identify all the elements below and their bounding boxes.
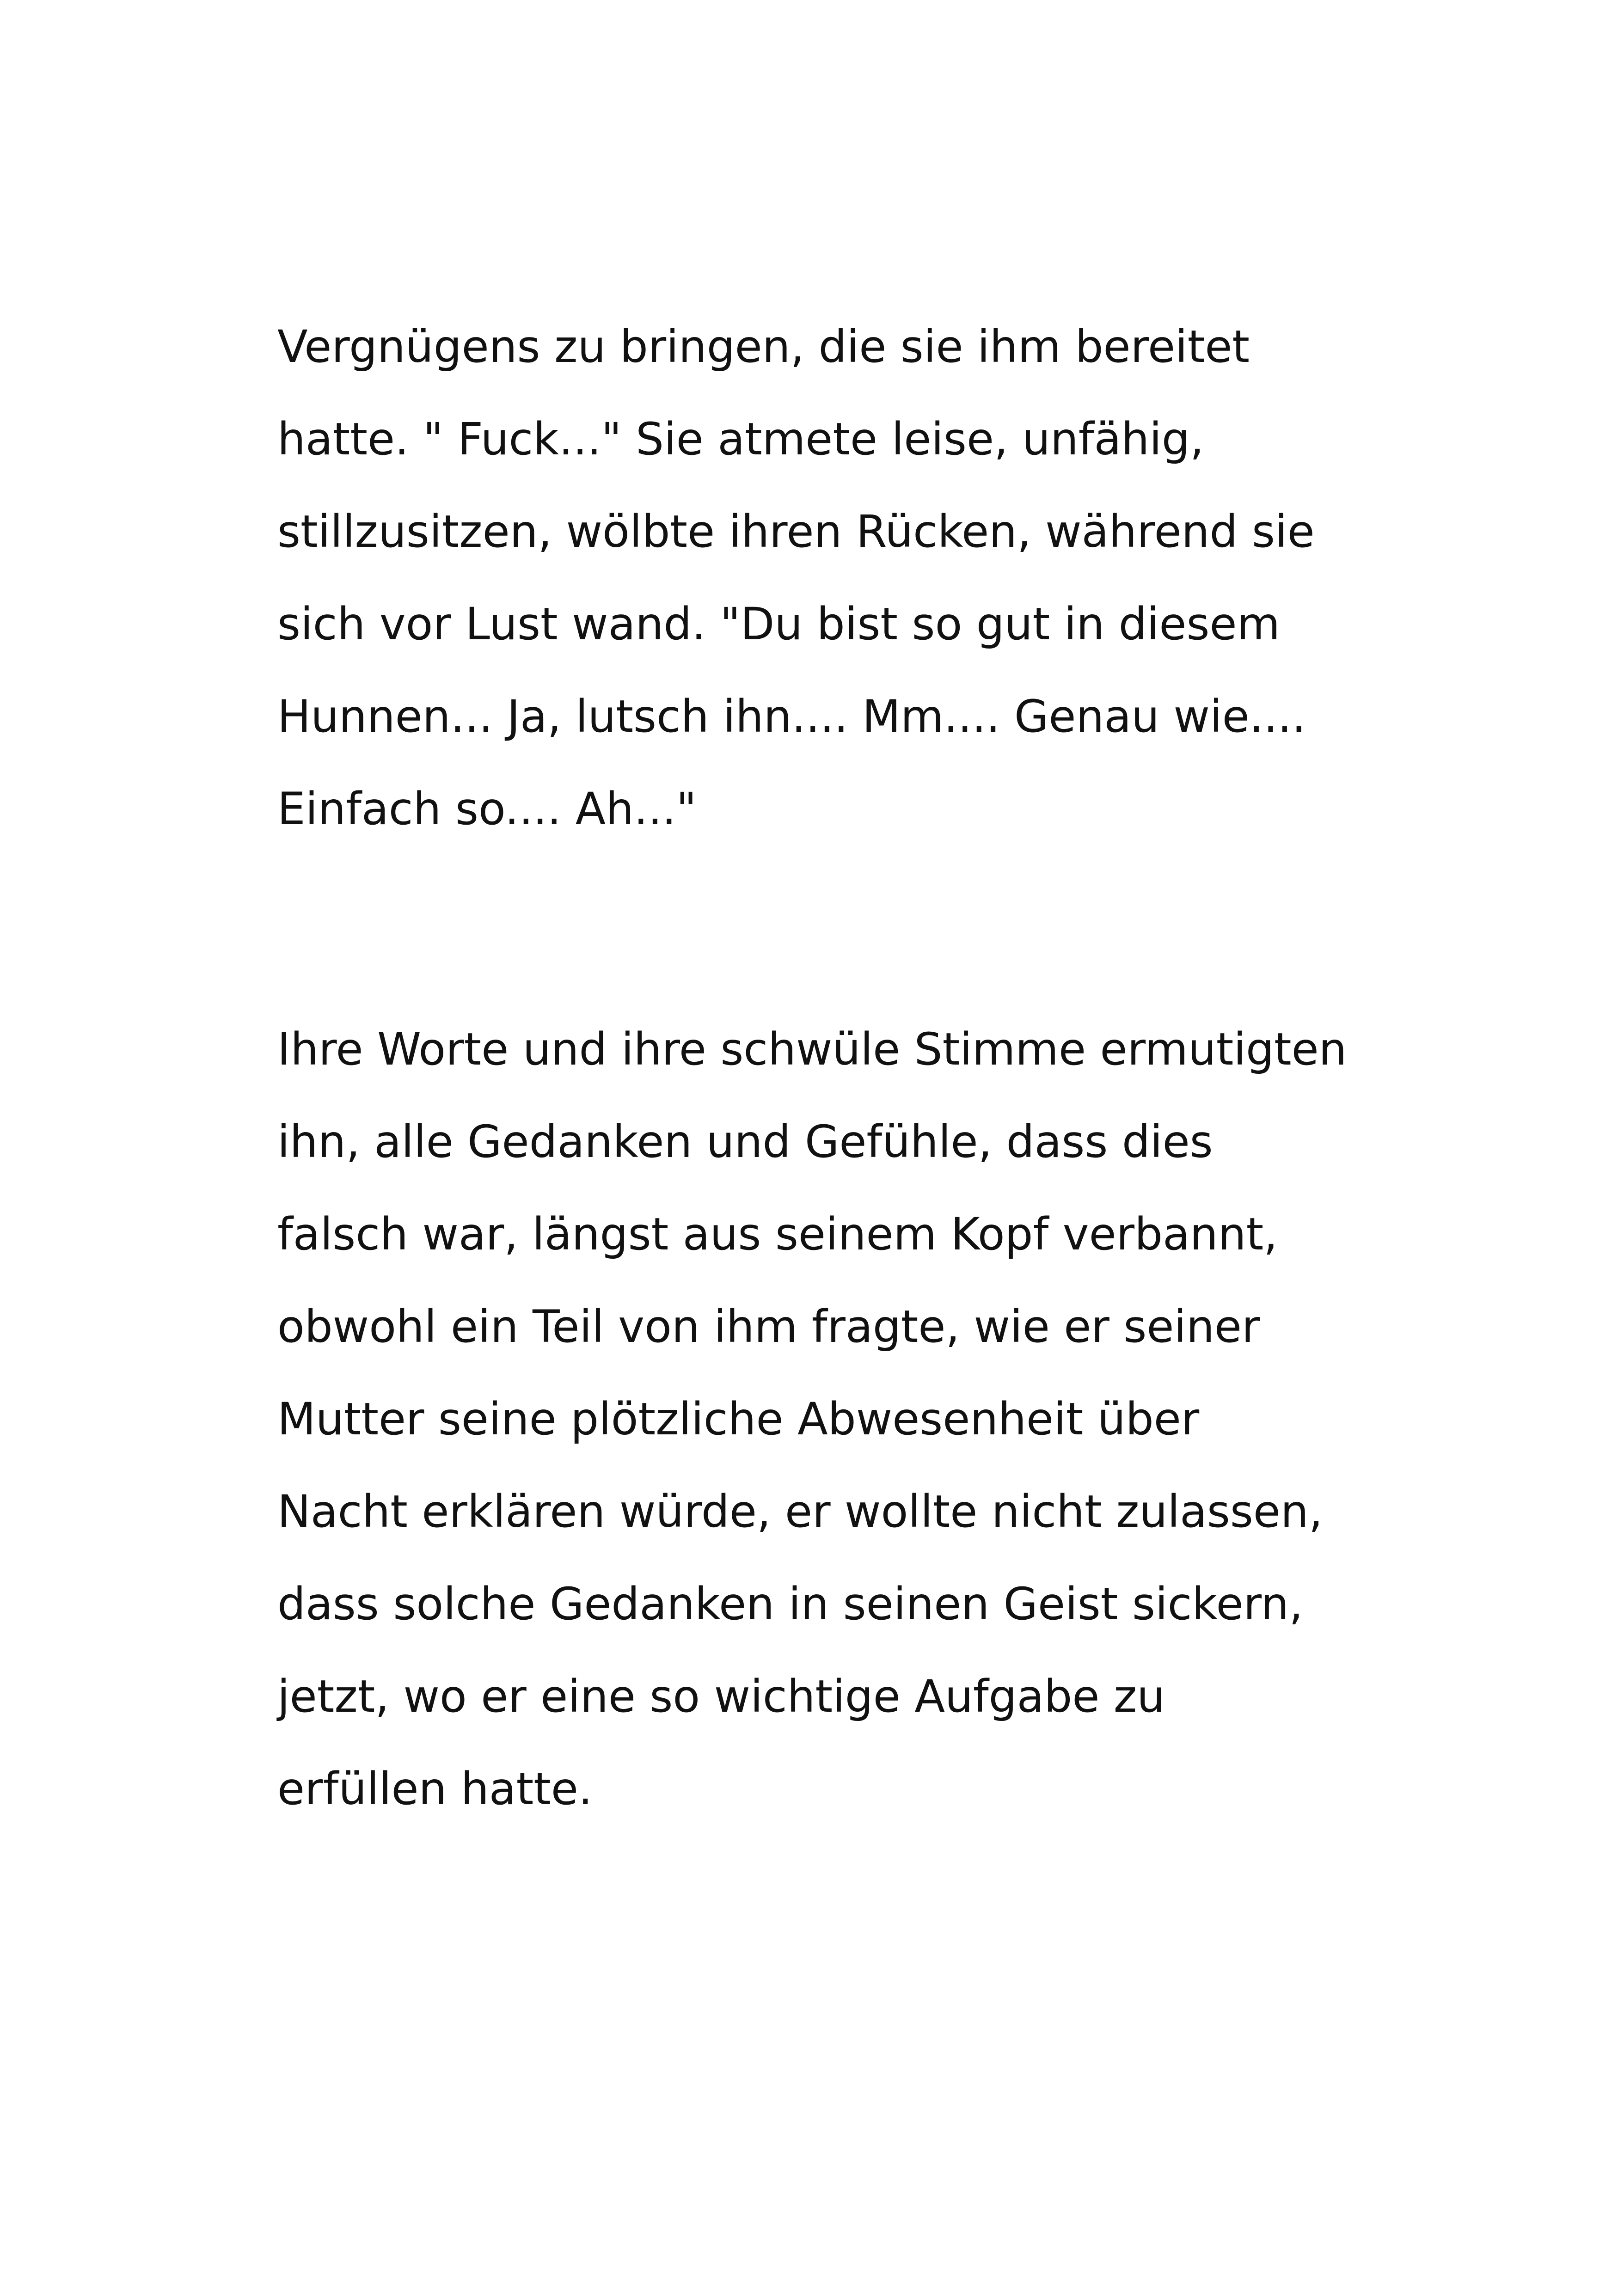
text-line: jetzt, wo er eine so wichtige Aufgabe zu [277, 1671, 1165, 1722]
text-line: Vergnügens zu bringen, die sie ihm bereitet [277, 321, 1250, 373]
text-line: dass solche Gedanken in seinen Geist sickern, [277, 1578, 1303, 1630]
paragraph-1 [277, 300, 1479, 855]
paragraph-2 [277, 1003, 1479, 1835]
text-line: stillzusitzen, wölbte ihren Rücken, während sie [277, 506, 1315, 557]
text-line: Mutter seine plötzliche Abwesenheit über [277, 1393, 1200, 1445]
text-line: hatte. " Fuck..." Sie atmete leise, unfähig, [277, 413, 1204, 465]
text-line: erfüllen hatte. [277, 1763, 593, 1815]
text-line: ihn, alle Gedanken und Gefühle, dass dies [277, 1116, 1213, 1168]
text-line: Einfach so.... Ah..." [277, 783, 697, 835]
text-line: sich vor Lust wand. "Du bist so gut in diesem [277, 598, 1281, 650]
text-line: Ihre Worte und ihre schwüle Stimme ermutigten [277, 1023, 1347, 1075]
text-line: falsch war, längst aus seinem Kopf verbannt, [277, 1208, 1278, 1260]
text-line: Hunnen... Ja, lutsch ihn.... Mm.... Genau wie.... [277, 691, 1306, 742]
text-line: obwohl ein Teil von ihm fragte, wie er seiner [277, 1301, 1260, 1353]
text-line: Nacht erklären würde, er wollte nicht zulassen, [277, 1486, 1323, 1537]
